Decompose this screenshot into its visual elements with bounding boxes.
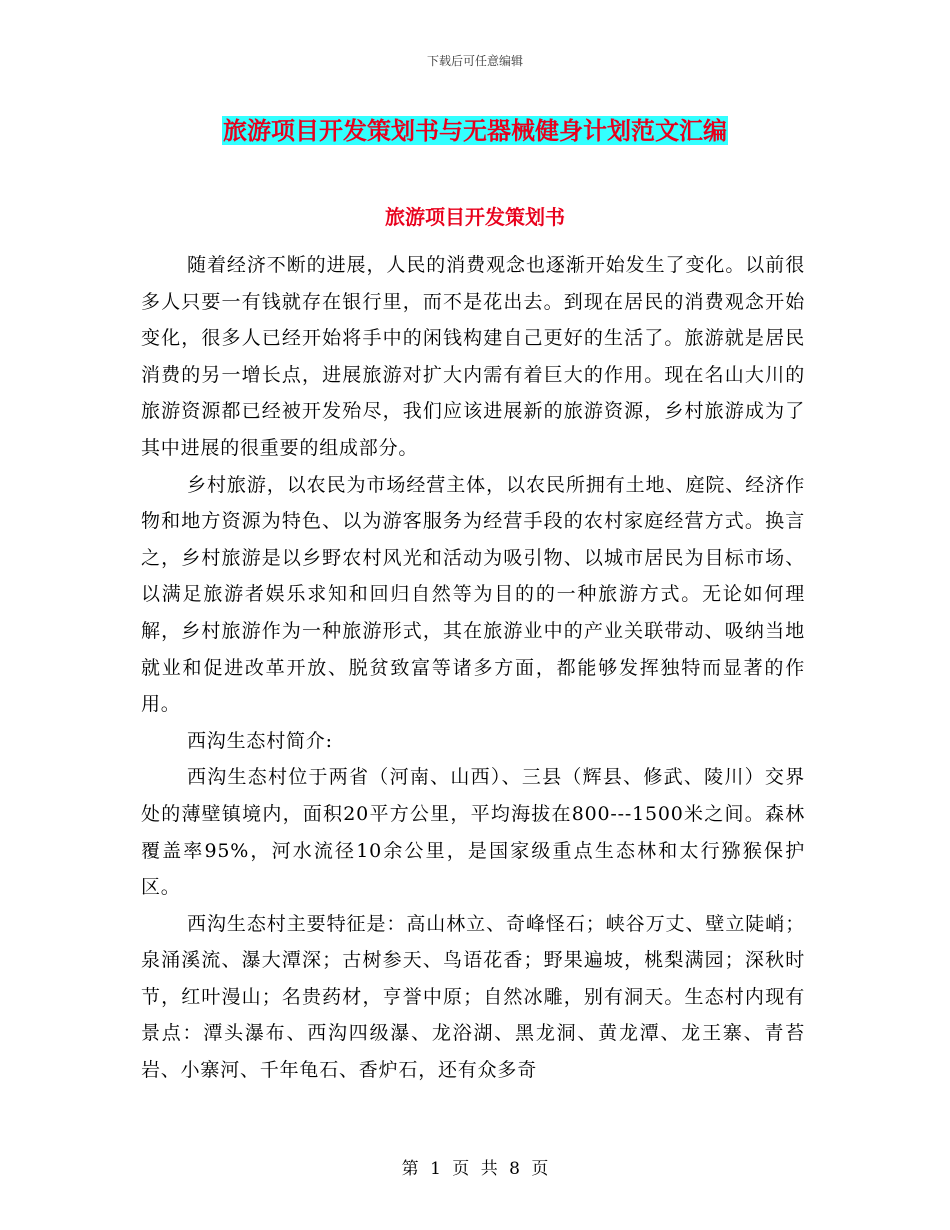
section-title: 旅游项目开发策划书 xyxy=(385,205,565,229)
paragraph: 西沟生态村主要特征是：高山林立、奇峰怪石；峡谷万丈、壁立陡峭；泉涌溪流、瀑大潭深；古树参天、鸟语花香；野果遍坡，桃梨满园；深秋时节，红叶漫山；名贵药材，亨誉中原；自然冰雕，别有洞天。生态村内现有景点：潭头瀑布、西沟四级瀑、龙浴湖、黑龙洞、黄龙潭、龙王寨、青苔岩、小寨河、千年龟石、香炉石，还有众多奇 xyxy=(141,912,805,1082)
document-title-text: 旅游项目开发策划书与无器械健身计划范文汇编 xyxy=(223,116,727,145)
paragraph: 西沟生态村简介: xyxy=(187,729,333,752)
paragraph: 随着经济不断的进展，人民的消费观念也逐渐开始发生了变化。以前很多人只要一有钱就存在银行里，而不是花出去。到现在居民的消费观念开始变化，很多人已经开始将手中的闲钱构建自己更好的生活了。旅游就是居民消费的另一增长点，进展旅游对扩大内需有着巨大的作用。现在名山大川的旅游资源都已经被开发殆尽，我们应该进展新的旅游资源，乡村旅游成为了其中进展的很重要的组成部分。 xyxy=(141,254,805,459)
document-body xyxy=(141,247,805,1089)
document-title xyxy=(0,112,950,150)
page-header-note: 下载后可任意编辑 xyxy=(426,54,523,68)
paragraph: 西沟生态村位于两省（河南、山西）、三县（辉县、修武、陵川）交界处的薄壁镇境内，面积20平方公里，平均海拔在800---1500米之间。森林覆盖率95%，河水流径10余公里，是国家级重点生态林和太行猕猴保护区。 xyxy=(141,766,805,899)
page-footer: 第 1 页 共 8 页 xyxy=(401,1159,549,1179)
paragraph: 乡村旅游，以农民为市场经营主体，以农民所拥有土地、庭院、经济作物和地方资源为特色、以为游客服务为经营手段的农村家庭经营方式。换言之，乡村旅游是以乡野农村风光和活动为吸引物、以城市居民为目标市场、以满足旅游者娱乐求知和回归自然等为目的的一种旅游方式。无论如何理解，乡村旅游作为一种旅游形式，其在旅游业中的产业关联带动、吸纳当地就业和促进改革开放、脱贫致富等诸多方面，都能够发挥独特而显著的作用。 xyxy=(141,473,805,716)
